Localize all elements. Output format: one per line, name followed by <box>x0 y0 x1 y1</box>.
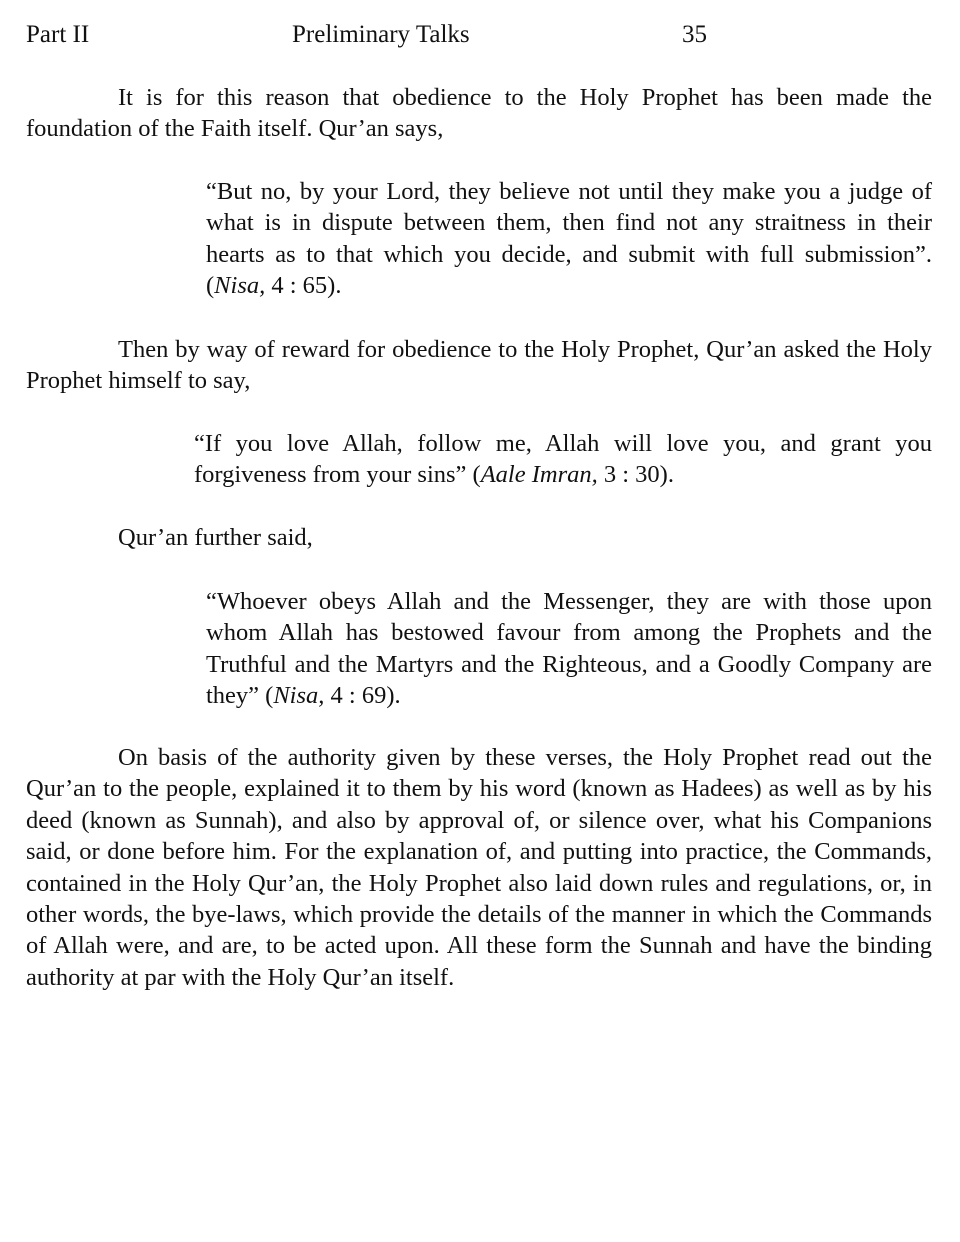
quote-source: Aale Imran, <box>480 461 598 489</box>
paragraph-1: It is for this reason that obedience to the Holy Prophet has been made the foundation of the Faith itself. Qur’an says, <box>26 84 932 143</box>
header-title: Preliminary Talks <box>292 21 470 48</box>
quote-reference: 3 : 30). <box>597 461 674 489</box>
paragraph-2: Then by way of reward for obedience to the Holy Prophet, Qur’an asked the Holy Prophet himself to say, <box>26 336 932 395</box>
quote-nisa-65 <box>206 176 932 302</box>
paragraph-3: Qur’an further said, <box>118 524 313 551</box>
quote-text: “But no, by your Lord, they believe not until they make you a judge of what is in dispute between them, then find not any straitness in their hearts as to that which you decide, and submit with full submission”. ( <box>206 178 932 300</box>
header-part-label: Part II <box>26 21 90 48</box>
quote-reference: 4 : 65). <box>265 272 342 300</box>
quote-source: Nisa, <box>214 272 266 300</box>
page-number: 35 <box>682 21 707 48</box>
paragraph-4: On basis of the authority given by these verses, the Holy Prophet read out the Qur’an to the people, explained it to them by his word (known as Hadees) as well as by his deed (known as Sunnah), and also by approval of, or silence over, what his Companions said, or done before him. For the explanation of, and putting into practice, the Commands, contained in the Holy Qur’an, the Holy Prophet also laid down rules and regulations, or, in other words, the bye-laws, which provide the details of the manner in which the Commands of Allah were, and are, to be acted upon. All these form the Sunnah and have the binding authority at par with the Holy Qur’an itself. <box>26 744 932 991</box>
quote-aale-imran-30 <box>194 428 932 491</box>
quote-text: “Whoever obeys Allah and the Messenger, they are with those upon whom Allah has bestowed favour from among the Prophets and the Truthful and the Martyrs and the Righteous, and a Goodly Company are they” ( <box>206 588 932 710</box>
quote-text: “If you love Allah, follow me, Allah will love you, and grant you forgiveness from your sins” ( <box>194 430 932 489</box>
quote-source: Nisa, <box>273 682 325 710</box>
quote-nisa-69 <box>206 586 932 712</box>
page-header <box>26 20 932 50</box>
quote-reference: 4 : 69). <box>324 682 401 710</box>
